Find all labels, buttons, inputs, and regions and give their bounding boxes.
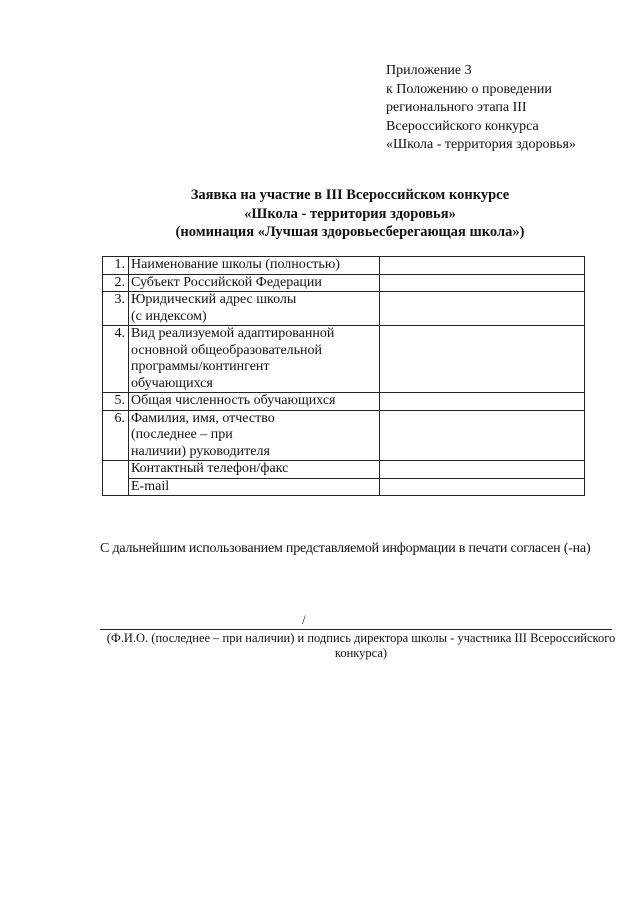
consent-statement: С дальнейшим использованием представляемой информации в печати согласен (-на): [100, 541, 591, 556]
caption-line: (Ф.И.О. (последнее – при наличии) и подпись директора школы - участника III Всероссийского: [106, 631, 616, 645]
legal-address-field[interactable]: [380, 292, 585, 326]
label-line: Фамилия, имя, отчество: [131, 410, 275, 426]
row-label: [129, 274, 380, 292]
row-number: 3.: [103, 292, 129, 326]
row-label: [129, 478, 380, 496]
signature-slash: /: [302, 612, 306, 627]
row-number: [103, 478, 129, 496]
appendix-line: «Школа - территория здоровья»: [386, 137, 576, 152]
appendix-line: Приложение 3: [386, 63, 472, 78]
label-line: Юридический адрес школы: [131, 292, 297, 307]
row-number: 4.: [103, 326, 129, 393]
email-field[interactable]: [380, 478, 585, 496]
signature-line[interactable]: [100, 629, 612, 630]
row-label: [129, 292, 380, 326]
label-line: Вид реализуемой адаптированной: [131, 326, 335, 341]
table-row: [103, 274, 585, 292]
row-label: [129, 461, 380, 479]
title-line: «Школа - территория здоровья»: [244, 205, 456, 222]
region-field[interactable]: [380, 274, 585, 292]
application-form-table: [102, 256, 585, 496]
appendix-line: регионального этапа III: [386, 100, 527, 115]
row-number: 5.: [103, 393, 129, 411]
appendix-line: Всероссийского конкурса: [386, 118, 539, 134]
label-line: Субъект Российской Федерации: [131, 274, 322, 290]
student-count-field[interactable]: [380, 393, 585, 411]
label-line: (с индексом): [131, 308, 207, 324]
phone-field[interactable]: [380, 461, 585, 479]
table-row: [103, 410, 585, 461]
row-label: [129, 410, 380, 461]
appendix-line: к Положению о проведении: [386, 81, 552, 97]
caption-line: конкурса): [334, 646, 388, 660]
program-type-field[interactable]: [380, 326, 585, 393]
title-line: (номинация «Лучшая здоровьесберегающая школа»): [175, 224, 525, 240]
table-row: [103, 326, 585, 393]
label-line: наличии) руководителя: [131, 443, 270, 459]
table-row: [103, 292, 585, 326]
table-row: [103, 393, 585, 411]
label-line: Общая численность обучающихся: [131, 393, 336, 408]
table-row: [103, 461, 585, 479]
row-label: [129, 393, 380, 411]
table-row: [103, 257, 585, 275]
label-line: (последнее – при: [131, 427, 233, 442]
label-line: основной общеобразовательной: [131, 342, 323, 358]
label-line: E-mail: [131, 478, 170, 494]
document-title: [100, 186, 600, 242]
row-number: 2.: [103, 274, 129, 292]
signature-caption: [100, 631, 622, 661]
appendix-header: [386, 62, 576, 155]
table-row: [103, 478, 585, 496]
title-line: Заявка на участие в III Всероссийском конкурсе: [190, 187, 510, 203]
director-name-field[interactable]: [380, 410, 585, 461]
school-name-field[interactable]: [380, 257, 585, 275]
label-line: Наименование школы (полностью): [131, 257, 340, 272]
label-line: программы/контингент: [131, 359, 270, 374]
label-line: обучающихся: [131, 375, 213, 391]
row-number: 6.: [103, 410, 129, 461]
row-label: [129, 326, 380, 393]
row-number: [103, 461, 129, 479]
label-line: Контактный телефон/факс: [131, 461, 289, 476]
row-label: [129, 257, 380, 275]
row-number: 1.: [103, 257, 129, 275]
